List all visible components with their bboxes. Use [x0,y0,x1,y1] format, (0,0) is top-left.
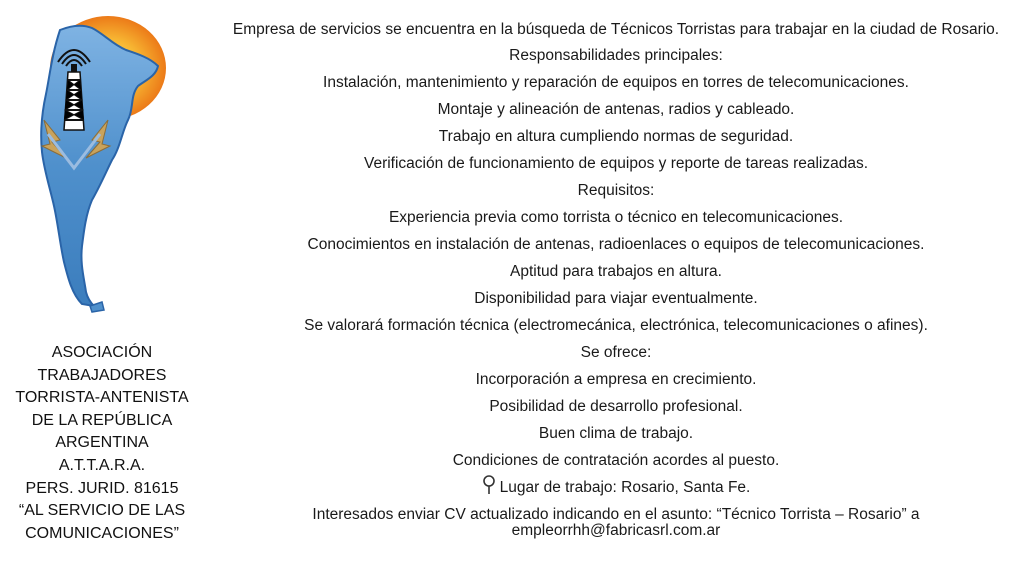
location-pin-icon [482,475,496,504]
org-line: DE LA REPÚBLICA [31,411,173,429]
requirement-item: Aptitud para trabajos en altura. [510,262,722,280]
org-line: PERS. JURID. 81615 [25,479,179,497]
job-posting [214,20,1018,543]
org-line: ARGENTINA [55,434,149,452]
org-line: COMUNICACIONES” [25,524,179,542]
contact-info: Interesados enviar CV actualizado indicando en el asunto: “Técnico Torrista – Rosario” a empleorrhh@fabricasrl.com.ar [312,505,920,539]
responsibility-item: Trabajo en altura cumpliendo normas de seguridad. [438,127,794,145]
requirement-item: Experiencia previa como torrista o técnico en telecomunicaciones. [388,208,844,226]
org-line: TRABAJADORES [37,366,167,384]
argentina-map-icon [41,26,158,312]
offer-item: Buen clima de trabajo. [538,424,694,442]
requirement-item: Disponibilidad para viajar eventualmente. [474,289,758,307]
responsibilities-heading: Responsabilidades principales: [509,46,723,64]
org-line: ASOCIACIÓN [51,344,153,361]
location-line [214,474,1018,504]
org-line: “AL SERVICIO DE LAS [18,502,186,520]
organization-info [4,342,200,545]
posting-intro: Empresa de servicios se encuentra en la búsqueda de Técnicos Torristas para trabajar en la ciudad de Rosario. [232,21,1000,38]
requirement-item: Conocimientos en instalación de antenas, radioenlaces o equipos de telecomunicaciones. [307,235,925,253]
attara-logo [8,8,208,338]
offer-item: Condiciones de contratación acordes al puesto. [452,451,780,469]
responsibility-item: Montaje y alineación de antenas, radios y cableado. [437,100,795,118]
requirement-item: Se valorará formación técnica (electromecánica, electrónica, telecomunicaciones o afines). [304,316,928,334]
offer-heading: Se ofrece: [580,343,652,361]
responsibility-item: Verificación de funcionamiento de equipos y reporte de tareas realizadas. [363,154,869,172]
org-line: A.T.T.A.R.A. [58,456,146,474]
responsibility-item: Instalación, mantenimiento y reparación de equipos en torres de telecomunicaciones. [323,73,909,91]
offer-item: Posibilidad de desarrollo profesional. [489,397,743,415]
offer-item: Incorporación a empresa en crecimiento. [475,370,757,388]
requirements-heading: Requisitos: [577,181,655,199]
location-text: Lugar de trabajo: Rosario, Santa Fe. [499,478,751,496]
org-line: TORRISTA-ANTENISTA [15,389,189,407]
